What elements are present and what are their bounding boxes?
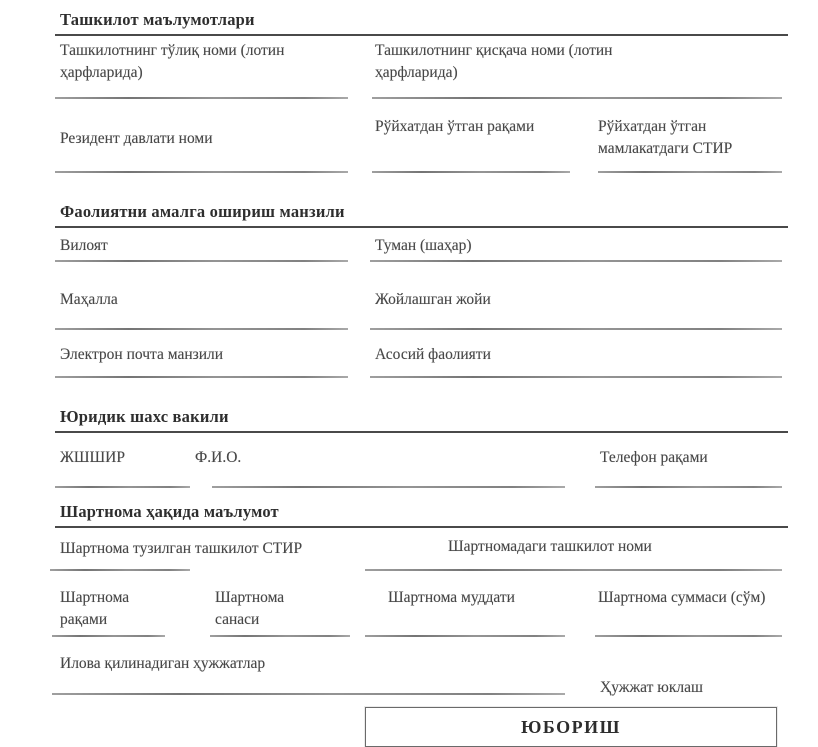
label-district: Туман (шаҳар) bbox=[375, 237, 472, 254]
section-header-activity-address bbox=[55, 202, 788, 228]
submit-button[interactable] bbox=[365, 707, 777, 747]
input-line-contract-date[interactable] bbox=[210, 635, 350, 637]
section-header-contract bbox=[55, 502, 788, 528]
label-contract-partner-tin: Шартнома тузилган ташкилот СТИР bbox=[60, 540, 303, 557]
label-email: Электрон почта манзили bbox=[60, 346, 224, 363]
section-header-representative bbox=[55, 407, 788, 433]
input-line-contract-duration[interactable] bbox=[365, 635, 565, 637]
label-contract-partner-name: Шартномадаги ташкилот номи bbox=[448, 538, 652, 555]
label-attachments: Илова қилинадиган ҳужжатлар bbox=[60, 655, 266, 672]
input-line-registration-number[interactable] bbox=[372, 171, 570, 173]
label-org-short-name: Ташкилотнинг қисқача номи (лотин ҳарфларида) bbox=[375, 42, 613, 81]
section-title-activity-address: Фаолиятни амалга ошириш манзили bbox=[60, 202, 345, 221]
label-region: Вилоят bbox=[60, 237, 108, 254]
label-pinfl: ЖШШИР bbox=[60, 449, 125, 466]
input-line-registration-country-tin[interactable] bbox=[598, 171, 782, 173]
label-location: Жойлашган жойи bbox=[375, 291, 491, 308]
input-line-pinfl[interactable] bbox=[55, 486, 190, 488]
input-line-region[interactable] bbox=[55, 260, 348, 262]
submit-button-label: ЮБОРИШ bbox=[521, 716, 621, 737]
input-line-contract-partner-tin[interactable] bbox=[50, 569, 190, 571]
input-line-contract-number[interactable] bbox=[52, 635, 165, 637]
label-contract-duration: Шартнома муддати bbox=[388, 589, 515, 606]
input-line-mahalla[interactable] bbox=[55, 328, 348, 330]
input-line-district[interactable] bbox=[370, 260, 782, 262]
upload-document-label: Ҳужжат юклаш bbox=[600, 679, 703, 696]
label-resident-country: Резидент давлати номи bbox=[60, 130, 213, 147]
label-representative-name: Ф.И.О. bbox=[195, 449, 242, 466]
label-contract-number: Шартнома рақами bbox=[60, 589, 130, 628]
label-mahalla: Маҳалла bbox=[60, 291, 118, 308]
input-line-org-short-name[interactable] bbox=[372, 97, 782, 99]
input-line-attachments[interactable] bbox=[52, 693, 565, 695]
label-contract-amount: Шартнома суммаси (сўм) bbox=[598, 589, 766, 606]
label-main-activity: Асосий фаолияти bbox=[375, 346, 491, 363]
input-line-location[interactable] bbox=[370, 328, 782, 330]
input-line-main-activity[interactable] bbox=[370, 376, 782, 378]
input-line-org-full-name[interactable] bbox=[55, 97, 348, 99]
input-line-contract-amount[interactable] bbox=[595, 635, 782, 637]
label-registration-number: Рўйхатдан ўтган рақами bbox=[375, 118, 535, 135]
label-contract-date: Шартнома санаси bbox=[215, 589, 285, 628]
label-org-full-name: Ташкилотнинг тўлиқ номи (лотин ҳарфларида) bbox=[60, 42, 285, 81]
input-line-contract-partner-name[interactable] bbox=[365, 569, 782, 571]
section-header-organization bbox=[55, 10, 788, 36]
input-line-email[interactable] bbox=[55, 376, 348, 378]
upload-document-button[interactable] bbox=[600, 679, 703, 697]
input-line-resident-country[interactable] bbox=[55, 171, 348, 173]
label-registration-country-tin: Рўйхатдан ўтган мамлакатдаги СТИР bbox=[598, 118, 733, 157]
input-line-phone[interactable] bbox=[595, 486, 782, 488]
label-phone: Телефон рақами bbox=[600, 449, 708, 466]
input-line-representative-name[interactable] bbox=[212, 486, 565, 488]
section-title-organization: Ташкилот маълумотлари bbox=[60, 10, 255, 29]
section-title-contract: Шартнома ҳақида маълумот bbox=[60, 502, 279, 521]
section-title-representative: Юридик шахс вакили bbox=[60, 407, 229, 426]
